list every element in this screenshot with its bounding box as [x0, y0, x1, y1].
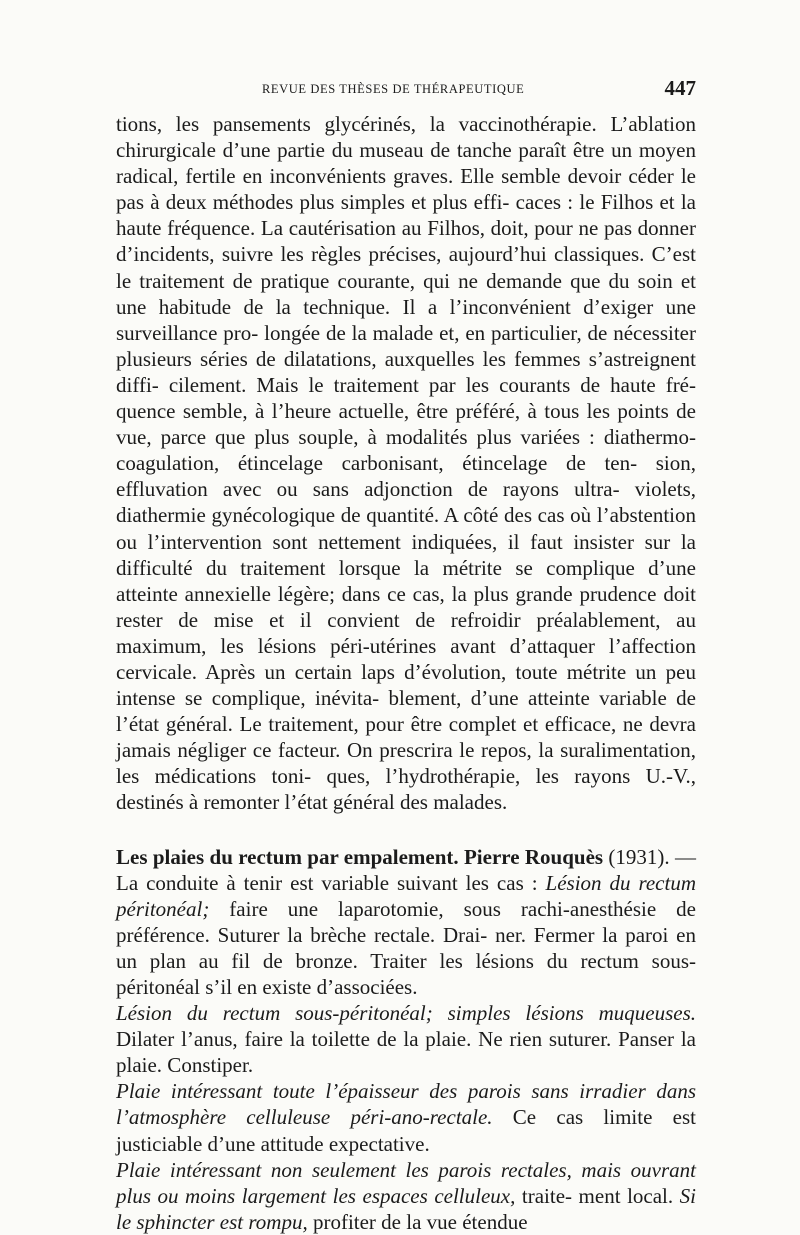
case1-label: Lésion du rectum péritonéal;: [116, 870, 697, 921]
case4-sphincter-label: Si le sphincter est rompu,: [116, 1183, 696, 1234]
case4-sphincter-text: profiter de la vue étendue: [307, 1209, 528, 1234]
case4-text: traite- ment local.: [515, 1183, 680, 1208]
running-header: [116, 78, 696, 102]
case1-text: faire une laparotomie, sous rachi-anesthésie de préférence. Suturer la brèche rectale. Drai- ner. Fermer la paroi en un plan au fil de bronze. Traiter les lésions du rectum sous-péritonéal s’il en existe d’associées.: [116, 896, 696, 999]
paragraph-case4: [116, 1157, 696, 1235]
case3-label: Plaie intéressant toute l’épaisseur des parois sans irradier dans l’atmosphère celluleuse péri-ano-rectale.: [116, 1079, 696, 1130]
paragraph-metrite-treatment: tions, les pansements glycérinés, la vaccinothérapie. L’ablation chirurgicale d’une partie du museau de tanche paraît être un moyen radical, fertile en inconvénients graves. Elle semble devoir céder le pas à deux méthodes plus simples et plus effi- caces : le Filhos et la haute fréquence. La cautérisation au Filhos, doit, pour ne pas donner d’incidents, suivre les règles précises, aujourd’hui classiques. C’est le traitement de pratique courante, qui ne demande que du soin et une habitude de la technique. Il a l’inconvénient d’exiger une surveillance pro- longée de la malade et, en particulier, de nécessiter plusieurs séries de dilatations, auxquelles les femmes s’astreignent diffi- cilement. Mais le traitement par les courants de haute fré- quence semble, à l’heure actuelle, être préféré, à tous les points de vue, parce que plus souple, à modalités plus variées : diathermo-coagulation, étincelage carbonisant, étincelage de ten- sion, effluvation avec ou sans adjonction de rayons ultra- violets, diathermie gynécologique de quantité. A côté des cas où l’abstention ou l’intervention sont nettement indiquées, il faut insister sur la difficulté du traitement lorsque la métrite se complique d’une atteinte annexielle légère; dans ce cas, la plus grande prudence doit rester de mise et il convient de refroidir préalablement, au maximum, les lésions péri-utérines avant d’attaquer l’affection cervicale. Après un certain laps d’évolution, toute métrite un peu intense se complique, inévita- blement, d’une atteinte variable de l’état général. Le traitement, pour être complet et efficace, ne devra jamais négliger ce facteur. On prescrira le repos, la suralimentation, les médications toni- ques, l’hydrothérapie, les rayons U.-V., destinés à remonter l’état général des malades.: [116, 112, 696, 815]
section-intro-text: (1931). — La conduite à tenir est variable suivant les cas :: [116, 844, 696, 895]
paragraph-case2: [116, 1000, 696, 1078]
body-text: [116, 111, 696, 1235]
paragraph-case3: [116, 1078, 696, 1156]
running-title: REVUE DES THÈSES DE THÉRAPEUTIQUE: [262, 82, 525, 96]
section-gap: [116, 816, 696, 844]
case2-label: Lésion du rectum sous-péritonéal; simples lésions muqueuses.: [116, 1001, 696, 1026]
case2-text: Dilater l’anus, faire la toilette de la plaie. Ne rien suturer. Panser la plaie. Constiper.: [116, 1027, 696, 1078]
case4-label: Plaie intéressant non seulement les parois rectales, mais ouvrant plus ou moins largement les espaces celluleux,: [116, 1157, 696, 1208]
page-number: 447: [664, 76, 696, 100]
section-heading: Les plaies du rectum par empalement. Pierre Rouquès: [116, 844, 604, 869]
section-rectum-intro: [116, 844, 696, 1001]
case3-text: Ce cas limite est justiciable d’une attitude expectative.: [116, 1105, 696, 1156]
